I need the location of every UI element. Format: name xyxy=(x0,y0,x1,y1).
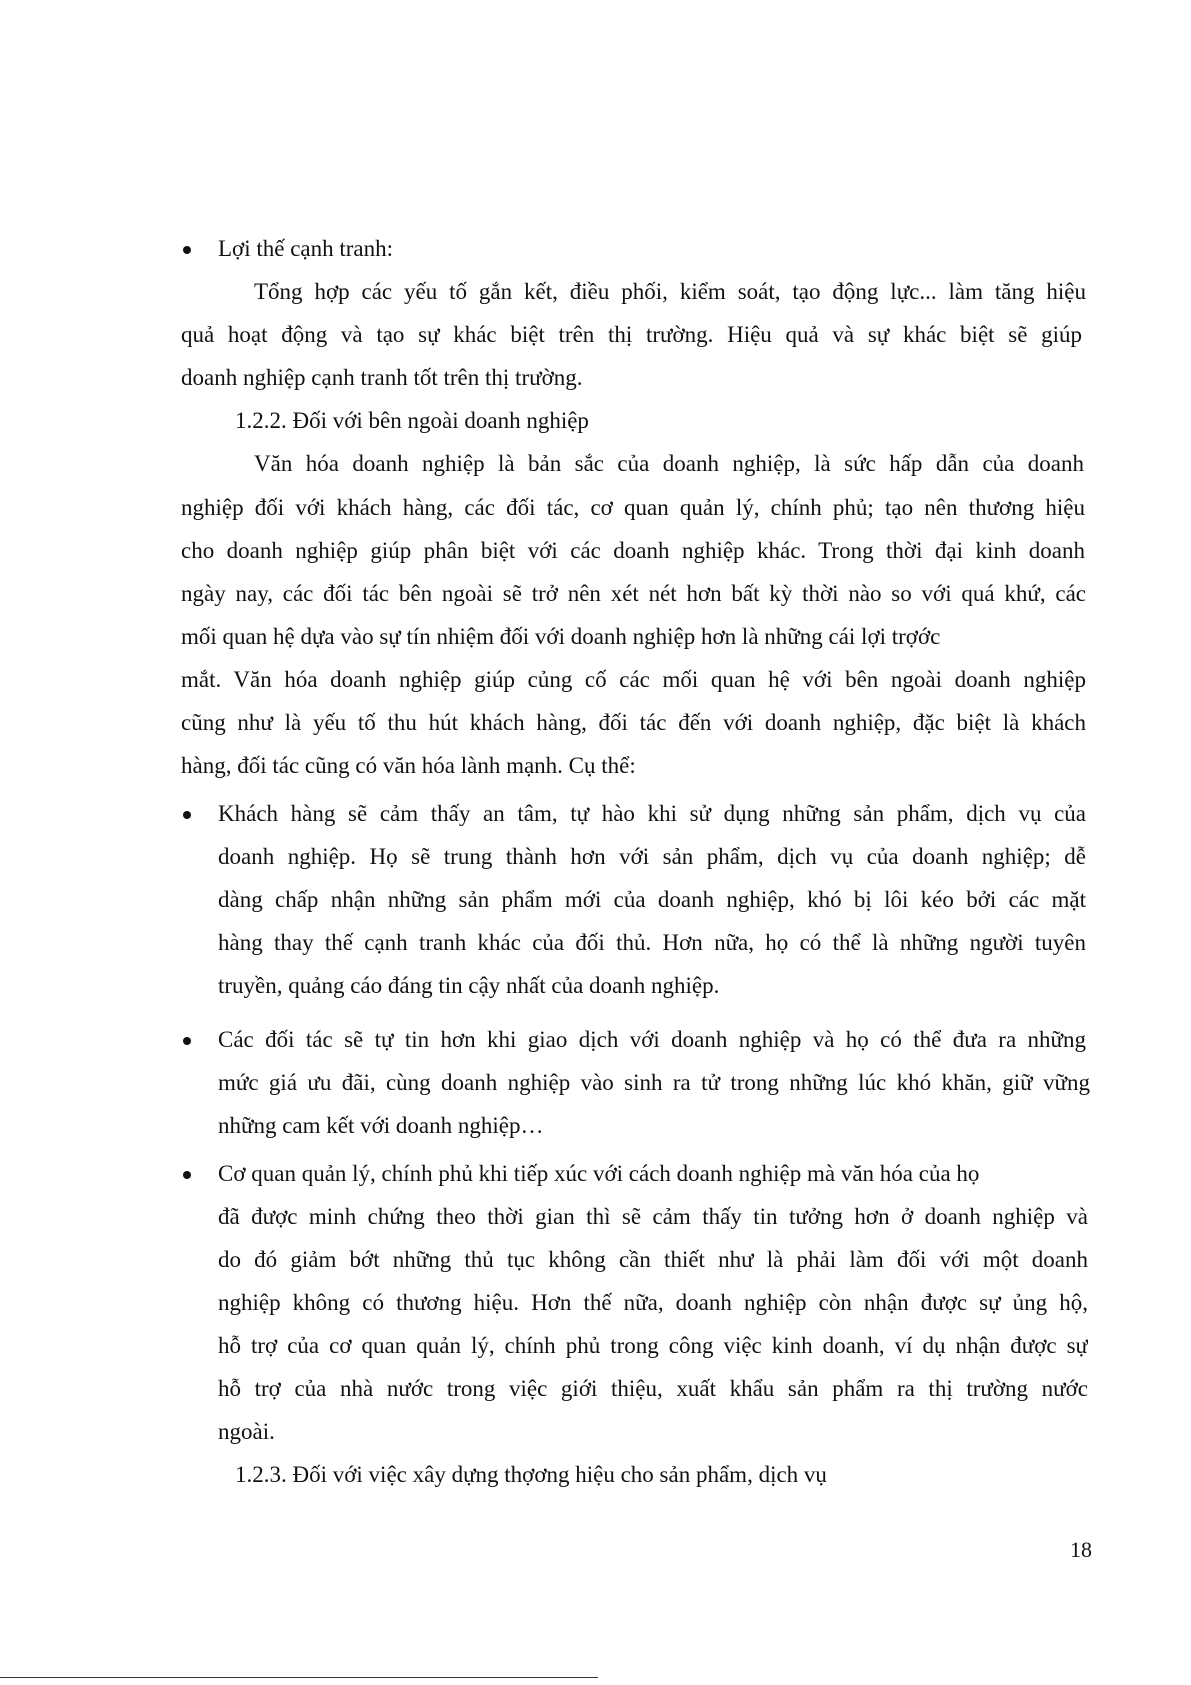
bullet-heading: Lợi thế cạnh tranh: xyxy=(218,236,394,261)
bullet-line: mức giá ưu đãi, cùng doanh nghiệp vào sinh ra tử trong những lúc khó khăn, giữ vững xyxy=(218,1070,1090,1095)
bullet-line: hỗ trợ của nhà nước trong việc giới thiệu, xuất khẩu sản phẩm ra thị trường nước xyxy=(218,1376,1088,1401)
paragraph-line: cho doanh nghiệp giúp phân biệt với các doanh nghiệp khác. Trong thời đại kinh doanh xyxy=(181,538,1085,563)
paragraph-line: doanh nghiệp cạnh tranh tốt trên thị trường. xyxy=(181,365,583,390)
bullet-dot xyxy=(183,1171,191,1179)
footer-divider xyxy=(0,1677,598,1678)
bullet-dot xyxy=(183,246,191,254)
bullet-line: ngoài. xyxy=(218,1419,275,1444)
bullet-line: đã được minh chứng theo thời gian thì sẽ cảm thấy tin tưởng hơn ở doanh nghiệp và xyxy=(218,1204,1088,1229)
bullet-line: doanh nghiệp. Họ sẽ trung thành hơn với sản phẩm, dịch vụ của doanh nghiệp; dễ xyxy=(218,844,1086,869)
bullet-line: truyền, quảng cáo đáng tin cậy nhất của doanh nghiệp. xyxy=(218,973,720,998)
section-heading: 1.2.3. Đối với việc xây dựng thợơng hiệu cho sản phẩm, dịch vụ xyxy=(235,1462,827,1487)
paragraph-line: quả hoạt động và tạo sự khác biệt trên thị trường. Hiệu quả và sự khác biệt sẽ giúp xyxy=(181,322,1082,347)
bullet-line: Khách hàng sẽ cảm thấy an tâm, tự hào khi sử dụng những sản phẩm, dịch vụ của xyxy=(218,801,1086,826)
bullet-dot xyxy=(183,811,191,819)
paragraph-line: mắt. Văn hóa doanh nghiệp giúp củng cố các mối quan hệ với bên ngoài doanh nghiệp xyxy=(181,667,1086,692)
page-number: 18 xyxy=(1070,1537,1092,1562)
bullet-line: Cơ quan quản lý, chính phủ khi tiếp xúc với cách doanh nghiệp mà văn hóa của họ xyxy=(218,1161,980,1186)
section-heading: 1.2.2. Đối với bên ngoài doanh nghiệp xyxy=(235,408,589,433)
bullet-line: nghiệp không có thương hiệu. Hơn thế nữa, doanh nghiệp còn nhận được sự ủng hộ, xyxy=(218,1290,1088,1315)
bullet-line: hàng thay thế cạnh tranh khác của đối thủ. Hơn nữa, họ có thể là những người tuyên xyxy=(218,930,1086,955)
paragraph-line: nghiệp đối với khách hàng, các đối tác, cơ quan quản lý, chính phủ; tạo nên thương hiệu xyxy=(181,495,1085,520)
paragraph-line: cũng như là yếu tố thu hút khách hàng, đối tác đến với doanh nghiệp, đặc biệt là khách xyxy=(181,710,1086,735)
bullet-line: hỗ trợ của cơ quan quản lý, chính phủ trong công việc kinh doanh, ví dụ nhận được sự xyxy=(218,1333,1088,1358)
bullet-line: Các đối tác sẽ tự tin hơn khi giao dịch với doanh nghiệp và họ có thể đưa ra những xyxy=(218,1027,1086,1052)
paragraph-line: mối quan hệ dựa vào sự tín nhiệm đối với doanh nghiệp hơn là những cái lợi trợớc xyxy=(181,624,941,649)
paragraph-line: hàng, đối tác cũng có văn hóa lành mạnh. Cụ thể: xyxy=(181,753,636,778)
paragraph-line: Văn hóa doanh nghiệp là bản sắc của doanh nghiệp, là sức hấp dẫn của doanh xyxy=(254,451,1084,476)
bullet-line: những cam kết với doanh nghiệp… xyxy=(218,1113,544,1138)
paragraph-line: ngày nay, các đối tác bên ngoài sẽ trở nên xét nét hơn bất kỳ thời nào so với quá khứ, các xyxy=(181,581,1086,606)
bullet-line: do đó giảm bớt những thủ tục không cần thiết như là phải làm đối với một doanh xyxy=(218,1247,1088,1272)
paragraph-line: Tổng hợp các yếu tố gắn kết, điều phối, kiểm soát, tạo động lực... làm tăng hiệu xyxy=(254,279,1086,304)
bullet-line: dàng chấp nhận những sản phẩm mới của doanh nghiệp, khó bị lôi kéo bởi các mặt xyxy=(218,887,1086,912)
bullet-dot xyxy=(183,1037,191,1045)
